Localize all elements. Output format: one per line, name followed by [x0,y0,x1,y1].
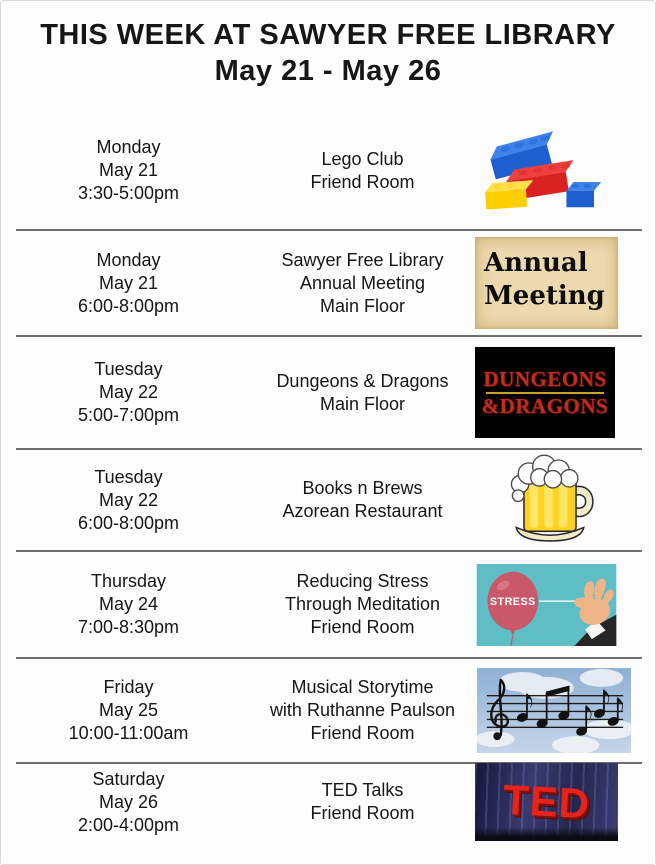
event-description [256,570,469,639]
event-description [256,148,469,194]
event-line: Musical Storytime [291,677,434,697]
event-row-books-n-brews [1,449,655,551]
event-date: May 26 [98,791,159,812]
event-line: Sawyer Free Library [281,249,444,270]
lego-bricks-image [475,130,609,212]
event-line: with Ruthanne Paulson [269,700,456,720]
event-row-ted-talks [1,763,655,841]
event-time: 5:00-7:00pm [77,405,180,425]
event-line: Dungeons & Dragons [276,370,449,391]
event-day: Friday [103,677,154,697]
ted-stage-floor [475,827,618,841]
event-datetime [1,136,256,205]
event-line: Friend Room [310,803,415,823]
event-day: Tuesday [94,466,163,487]
stress-balloon-label: STRESS [489,595,536,608]
event-line: Annual Meeting [299,272,426,293]
event-line: Friend Room [310,723,415,743]
annual-meeting-sign-image [475,237,618,329]
event-description [256,779,469,825]
event-line: Friend Room [310,171,415,192]
event-line: TED Talks [321,780,404,800]
event-time: 2:00-4:00pm [77,814,180,835]
event-datetime [1,768,256,837]
event-description [256,477,469,523]
event-image-cell [469,454,655,546]
event-line: Lego Club [321,148,404,169]
event-datetime [1,676,256,745]
ted-logo-text: TED [501,775,592,828]
dnd-logo-line1: DUNGEONS [483,367,607,391]
event-datetime [1,570,256,639]
event-day: Thursday [90,571,167,591]
event-time: 6:00-8:00pm [77,512,180,533]
event-image-cell [469,130,655,212]
event-description [256,370,469,416]
dungeons-and-dragons-logo-image [475,347,615,438]
page-title [1,1,655,111]
annual-sign-line2: Meeting [484,281,605,311]
dnd-logo-line2: &DRAGONS [481,394,609,418]
event-date: May 22 [98,382,159,402]
event-line: Books n Brews [302,478,423,498]
title-line1: THIS WEEK AT SAWYER FREE LIBRARY [40,19,616,51]
stress-balloon-image [475,564,618,646]
event-description [256,676,469,745]
event-day: Tuesday [94,359,163,379]
event-image-cell [469,668,655,753]
title-date-range: May 21 - May 26 [214,55,442,87]
event-datetime [1,358,256,427]
event-time: 3:30-5:00pm [77,183,180,203]
ted-logo-image [475,763,618,841]
event-row-reducing-stress [1,551,655,658]
event-datetime [1,466,256,535]
event-line: Reducing Stress [296,571,429,591]
annual-sign-line1: Annual [484,248,588,278]
event-line: Azorean Restaurant [282,501,443,521]
event-day: Saturday [92,768,165,789]
event-row-dungeons-dragons [1,336,655,449]
event-image-cell [469,347,655,438]
event-description [256,249,469,318]
event-line: Through Meditation [284,594,441,614]
event-time: 6:00-8:00pm [77,295,180,316]
event-date: May 22 [98,489,159,510]
event-line: Main Floor [319,295,406,316]
event-row-lego-club [1,111,655,230]
event-row-musical-storytime [1,658,655,763]
event-date: May 21 [98,272,159,293]
event-day: Monday [96,249,161,270]
event-time: 10:00-11:00am [68,723,189,743]
event-datetime [1,249,256,318]
event-line: Friend Room [310,617,415,637]
event-date: May 21 [98,160,159,180]
event-day: Monday [96,137,161,157]
event-row-annual-meeting [1,230,655,336]
event-image-cell [469,763,655,841]
event-date: May 25 [98,700,159,720]
event-image-cell [469,564,655,646]
music-notes-image [477,668,631,753]
beer-mug-image [497,454,603,546]
event-date: May 24 [98,594,159,614]
event-line: Main Floor [319,393,406,414]
event-time: 7:00-8:30pm [77,617,180,637]
event-image-cell [469,237,655,329]
